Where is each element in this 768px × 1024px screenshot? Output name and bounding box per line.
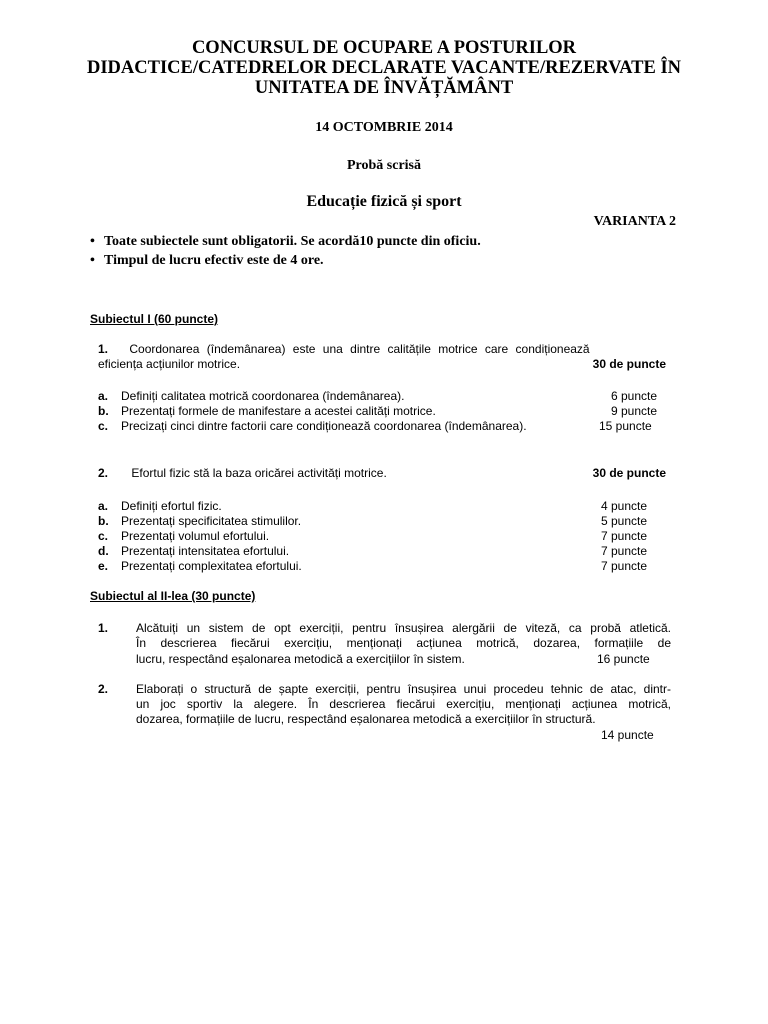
s1-q1-points: 30 de puncte [592,357,666,371]
s1-q2-item-b-points: 5 puncte [601,514,648,528]
s1-q2-item-c-points: 7 puncte [601,529,648,543]
s1-q2-item-a: a. Definiți efortul fizic. [98,499,222,513]
exam-date: 14 OCTOMBRIE 2014 [315,120,453,135]
s1-q1-line2: eficiența acțiunilor motrice. [98,357,241,371]
instruction-item: • Toate subiectele sunt obligatorii. Se acordă10 puncte din oficiu. [90,234,481,249]
s2-q1-line1: Alcătuiți un sistem de opt exerciții, pentru însușirea alergării de viteză, ca probă atletică. [136,621,671,635]
title-line-1: CONCURSUL DE OCUPARE A POSTURILOR [191,38,577,58]
s2-q2-line2: un joc sportiv la alegere. În descrierea fiecărui exercițiu, menționați acțiunea motrică, [136,697,671,711]
exam-type: Probă scrisă [346,158,421,173]
exam-variant: VARIANTA 2 [593,214,676,229]
s1-q1-item-a-points: 6 puncte [611,389,658,403]
s1-q2-item-d-points: 7 puncte [601,544,648,558]
s1-q1-item-c: c. Precizați cinci dintre factorii care condiționează coordonarea (îndemânarea). [98,419,527,433]
s1-q2-item-c: c. Prezentați volumul efortului. [98,529,270,543]
subject-1-heading: Subiectul I (60 puncte) [90,312,219,326]
s1-q2-item-e: e. Prezentați complexitatea efortului. [98,559,302,573]
s2-q2-number: 2. [98,682,109,696]
s1-q2-points: 30 de puncte [592,466,666,480]
s1-q2-item-e-points: 7 puncte [601,559,648,573]
s2-q2-line1: Elaborați o structură de șapte exerciții, pentru însușirea unui procedeu tehnic de atac, dintr- [136,682,671,696]
s2-q1-number: 1. [98,621,109,635]
title-line-2: DIDACTICE/CATEDRELOR DECLARATE VACANTE/REZERVATE ÎN [86,58,682,78]
s1-q1-item-a: a. Definiți calitatea motrică coordonarea (îndemânarea). [98,389,405,403]
s1-q2-item-b: b. Prezentați specificitatea stimulilor. [98,514,302,528]
s2-q1-line3: lucru, respectând eșalonarea metodică a exercițiilor în sistem. [136,652,465,666]
s1-q1-item-c-points: 15 puncte [599,419,652,433]
s2-q1-points: 16 puncte [597,652,650,666]
s1-q2-item-a-points: 4 puncte [601,499,648,513]
bullet-icon: • [90,253,95,268]
title-line-3: UNITATEA DE ÎNVĂȚĂMÂNT [254,78,514,98]
s2-q2-line3: dozarea, formațiile de lucru, respectând eșalonarea metodică a exercițiilor în structură. [136,712,596,726]
s1-q1-line1: 1. Coordonarea (îndemânarea) este una dintre calitățile motrice care condiționează [98,342,590,356]
s1-q2-item-d: d. Prezentați intensitatea efortului. [98,544,290,558]
s2-q1-line2: În descrierea fiecărui exercițiu, menționați acțiunea motrică, dozarea, formațiile de [136,636,671,650]
s2-q2-points: 14 puncte [601,728,654,742]
document-title [60,38,708,98]
bullet-icon: • [90,234,95,249]
instruction-item: • Timpul de lucru efectiv este de 4 ore. [90,253,324,268]
s1-q2-line: 2. Efortul fizic stă la baza oricărei activități motrice. [98,466,387,480]
subject-2-heading: Subiectul al II-lea (30 puncte) [90,589,256,603]
instructions-list [90,232,481,270]
s1-q1-item-b: b. Prezentați formele de manifestare a acestei calități motrice. [98,404,436,418]
exam-subject: Educație fizică și sport [306,193,462,210]
s1-q1-item-b-points: 9 puncte [611,404,658,418]
